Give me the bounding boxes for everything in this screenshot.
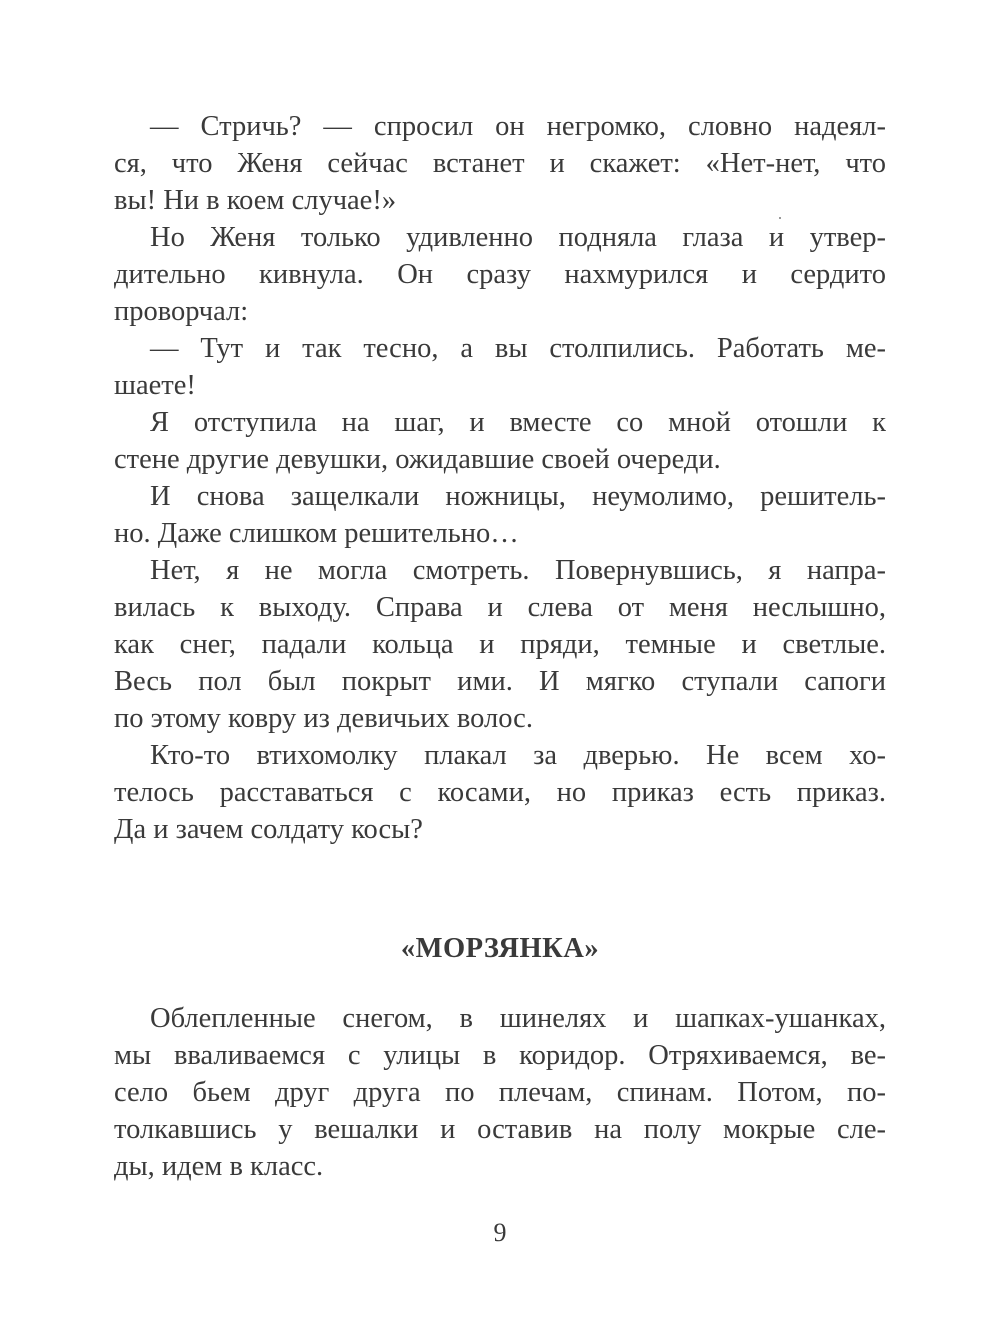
text-line: Кто-то втихомолку плакал за дверью. Не всем хо- [150, 740, 886, 771]
text-line: стене другие девушки, ожидавшие своей очереди. [114, 444, 721, 475]
text-line: ся, что Женя сейчас встанет и скажет: «Нет-нет, что [114, 148, 886, 179]
text-line: ды, идем в класс. [114, 1151, 324, 1182]
text-line: по этому ковру из девичьих волос. [114, 703, 533, 734]
page-number: 9 [493, 1218, 507, 1247]
text-line: Да и зачем солдату косы? [114, 814, 423, 845]
text-line: мы вваливаемся с улицы в коридор. Отряхиваемся, ве- [114, 1040, 886, 1071]
text-line: толкавшись у вешалки и оставив на полу мокрые сле- [114, 1114, 886, 1145]
chapter-text [114, 1000, 886, 1185]
body-text [114, 108, 886, 848]
print-speck [779, 217, 781, 219]
text-line: И снова защелкали ножницы, неумолимо, решитель- [150, 481, 886, 512]
text-line: вы! Ни в коем случае!» [114, 185, 397, 216]
text-line: проворчал: [114, 296, 249, 327]
chapter-title: «МОРЗЯНКА» [400, 933, 600, 964]
text-line: село бьем друг друга по плечам, спинам. Потом, по- [114, 1077, 886, 1108]
text-line: шаете! [114, 370, 196, 401]
text-line: Весь пол был покрыт ими. И мягко ступали сапоги [114, 666, 886, 697]
text-line: телось расставаться с косами, но приказ есть приказ. [114, 777, 886, 808]
text-line: как снег, падали кольца и пряди, темные и светлые. [114, 629, 886, 660]
text-line: Нет, я не могла смотреть. Повернувшись, я напра- [150, 555, 886, 586]
text-line: — Стричь? — спросил он негромко, словно надеял- [150, 111, 886, 142]
text-line: дительно кивнула. Он сразу нахмурился и сердито [114, 259, 886, 290]
text-line: — Тут и так тесно, а вы столпились. Работать ме- [150, 333, 886, 364]
text-line: Я отступила на шаг, и вместе со мной отошли к [150, 407, 886, 438]
text-line: вилась к выходу. Справа и слева от меня неслышно, [114, 592, 886, 623]
text-line: Но Женя только удивленно подняла глаза и утвер- [150, 222, 886, 253]
text-line: Облепленные снегом, в шинелях и шапках-ушанках, [150, 1003, 886, 1034]
text-line: но. Даже слишком решительно… [114, 518, 519, 549]
